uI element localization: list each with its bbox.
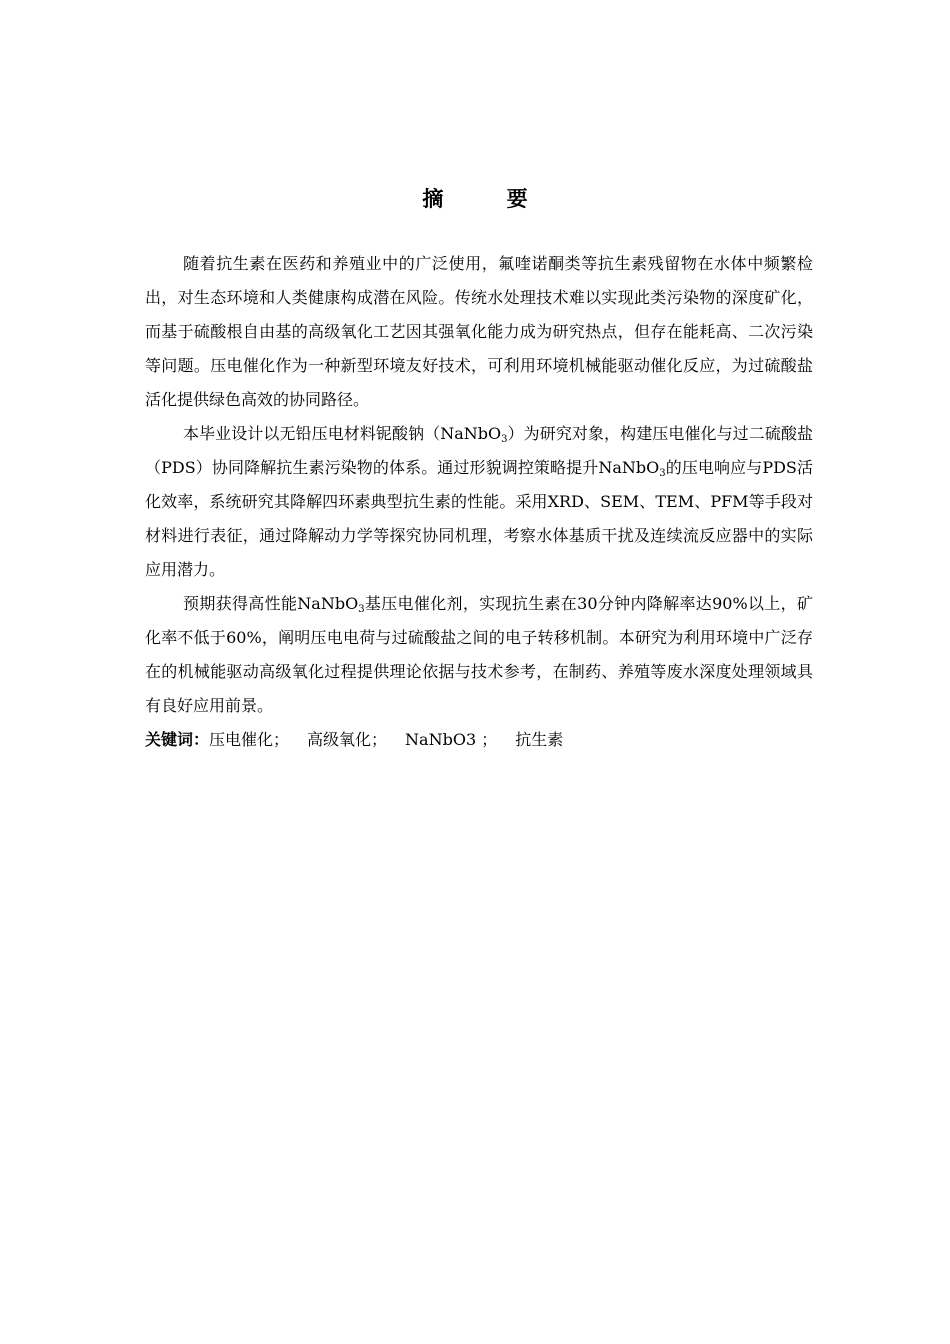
subscript-text: 3 [501,434,508,445]
abstract-paragraph-1 [145,247,813,417]
abstract-title: 摘 要 [422,187,556,211]
keywords-list [209,730,567,749]
abstract-paragraph-2 [145,417,813,587]
paragraph-text: 基压电催化剂，实现抗生素在30分钟内降解率达90%以上，矿化率不低于60%，阐明压电电荷与过硫酸盐之间的电子转移机制。本研究为利用环境中广泛存在的机械能驱动高级氧化过程提供理论依据与技术参考，在制药、养殖等废水深度处理领域具有良好应用前景。 [145,594,813,715]
abstract-paragraphs [145,247,813,723]
keyword-item: 压电催化； [209,730,290,749]
abstract-paragraph-3 [145,587,813,723]
abstract-body [145,247,813,757]
keywords-line [145,723,813,757]
subscript-text: 3 [358,604,365,615]
paragraph-text: 随着抗生素在医药和养殖业中的广泛使用，氟喹诺酮类等抗生素残留物在水体中频繁检出，对生态环境和人类健康构成潜在风险。传统水处理技术难以实现此类污染物的深度矿化，而基于硫酸根自由基的高级氧化工艺因其强氧化能力成为研究热点，但存在能耗高、二次污染等问题。压电催化作为一种新型环境友好技术，可利用环境机械能驱动催化反应，为过硫酸盐活化提供绿色高效的协同路径。 [145,254,813,409]
paragraph-text: 的压电响应与PDS活化效率，系统研究其降解四环素典型抗生素的性能。采用XRD、SEM、TEM、PFM等手段对材料进行表征，通过降解动力学等探究协同机理，考察水体基质干扰及连续流反应器中的实际应用潜力。 [145,458,813,579]
keyword-item: 抗生素 [515,730,564,749]
keyword-item: NaNbO3 ； [405,730,498,749]
subscript-text: 3 [659,468,666,479]
keyword-item: 高级氧化； [307,730,388,749]
paragraph-text: ）为研究对象，构建压电催化与过二硫酸盐（PDS）协同降解抗生素污染物的体系。通过形貌调控策略提升NaNbO [145,424,813,477]
keywords-label: 关键词： [145,730,210,749]
paragraph-text: 本毕业设计以无铅压电材料铌酸钠（NaNbO [183,424,502,443]
paragraph-text: 预期获得高性能NaNbO [183,594,359,613]
